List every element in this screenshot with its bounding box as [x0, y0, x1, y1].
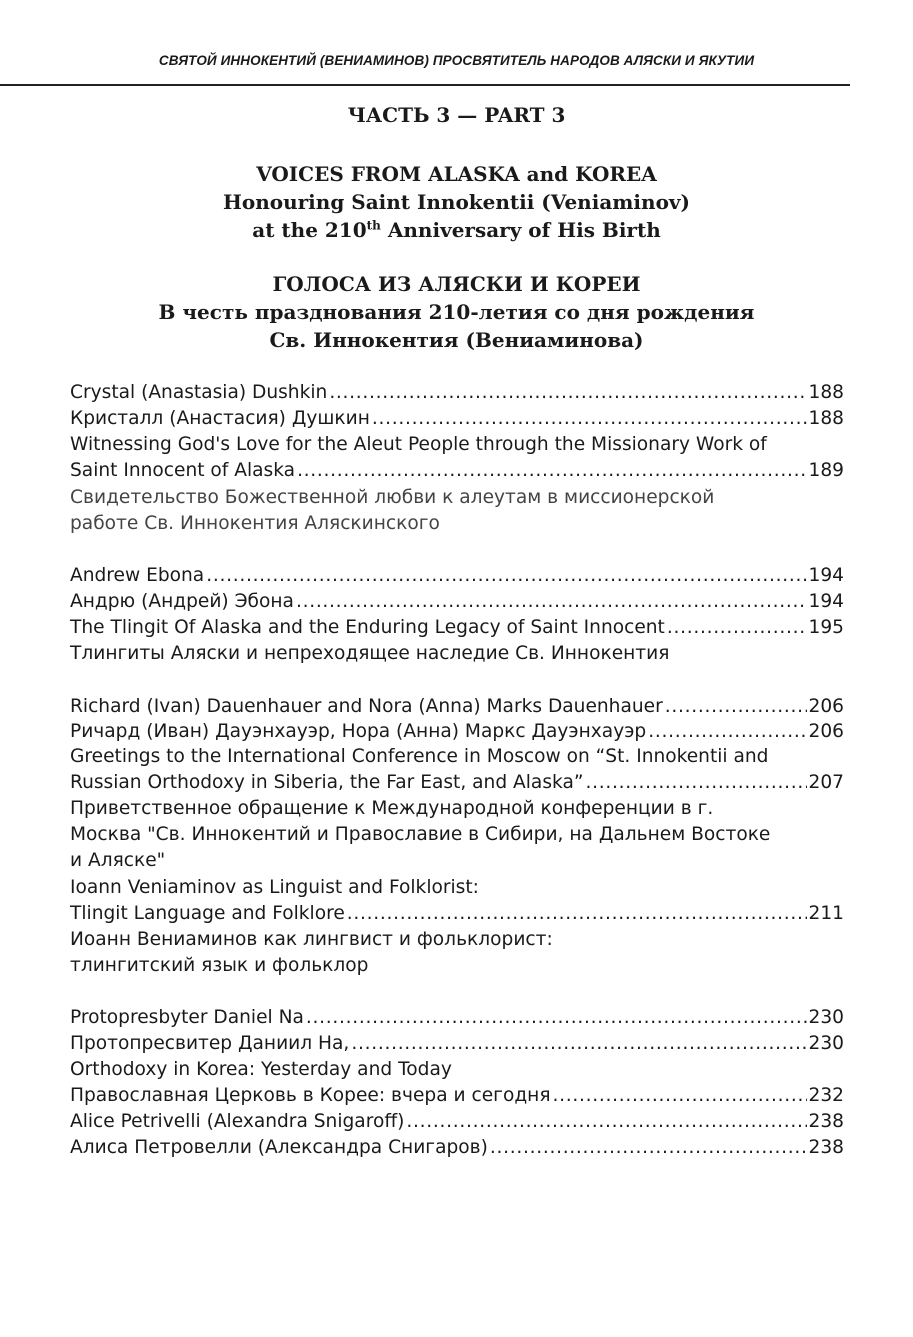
toc-entry-text: Тлингиты Аляски и непреходящее наследие Св. Иннокентия: [70, 643, 670, 664]
toc-entry: [70, 1137, 844, 1163]
toc-page-number: 189: [808, 460, 844, 481]
title-en-line-3-post: Anniversary of His Birth: [380, 218, 661, 242]
toc-leader-dots: [372, 408, 807, 429]
toc-entry-text: Протопресвитер Даниил На,: [70, 1033, 350, 1054]
toc-entry: [70, 824, 844, 850]
title-en-line-3: [0, 216, 913, 244]
toc-page-number: 232: [808, 1085, 844, 1106]
toc-entry-text: Кристалл (Анастасия) Душкин: [70, 408, 370, 429]
toc-leader-dots: [306, 1007, 807, 1028]
toc-leader-dots: [206, 565, 806, 586]
toc-entry-text: Orthodoxy in Korea: Yesterday and Today: [70, 1059, 452, 1080]
title-ru-line-1: ГОЛОСА ИЗ АЛЯСКИ И КОРЕИ: [272, 272, 641, 296]
toc-leader-dots: [553, 1085, 807, 1106]
toc-entry-text: Tlingit Language and Folklore: [70, 903, 345, 924]
toc-entry: [70, 591, 844, 617]
toc-entry-text: Andrew Ebona: [70, 565, 205, 586]
toc-entry: [70, 772, 844, 798]
toc-page-number: 230: [808, 1007, 844, 1028]
toc-leader-dots: [665, 696, 807, 717]
toc-leader-dots: [297, 460, 806, 481]
toc-entry: [70, 617, 844, 643]
toc-entry: [70, 798, 844, 824]
toc-leader-dots: [648, 721, 806, 742]
toc-entry-text: и Аляске": [70, 850, 166, 871]
toc-entry: [70, 513, 844, 539]
toc-entry-text: Алиса Петровелли (Александра Снигаров): [70, 1137, 488, 1158]
toc-entry: [70, 1085, 844, 1111]
toc-page-number: 230: [808, 1033, 844, 1054]
toc-leader-dots: [351, 1033, 806, 1054]
toc-leader-dots: [329, 382, 806, 403]
toc-page-number: 195: [808, 617, 844, 638]
toc-leader-dots: [347, 903, 807, 924]
toc-entry-text: Saint Innocent of Alaska: [70, 460, 296, 481]
toc-entry: [70, 721, 844, 747]
toc-page-number: 188: [808, 408, 844, 429]
toc-entry: [70, 565, 844, 591]
toc-page-number: 194: [808, 565, 844, 586]
running-header: [0, 52, 913, 70]
toc-page-number: 211: [808, 903, 844, 924]
toc-entry: [70, 1111, 844, 1137]
toc-entry-text: Witnessing God's Love for the Aleut People through the Missionary Work of: [70, 434, 767, 455]
toc-entry-text: Ричард (Иван) Дауэнхауэр, Нора (Анна) Маркс Дауэнхауэр: [70, 721, 647, 742]
toc-leader-dots: [585, 772, 806, 793]
toc-entry-text: тлингитский язык и фольклор: [70, 955, 369, 976]
toc-entry-text: Crystal (Anastasia) Dushkin: [70, 382, 328, 403]
toc-entry: [70, 408, 844, 434]
toc-entry-text: Greetings to the International Conference in Moscow on “St. Innokentii and: [70, 746, 769, 767]
title-ru-line-3: Св. Иннокентия (Вениаминова): [269, 328, 644, 352]
toc-page-number: 194: [808, 591, 844, 612]
toc-page-number: 188: [808, 382, 844, 403]
toc-entry: [70, 877, 844, 903]
toc-entry: [70, 382, 844, 408]
toc-leader-dots: [667, 617, 807, 638]
toc-entry-text: Приветственное обращение к Международной конференции в г.: [70, 798, 714, 819]
toc-entry-text: Иоанн Вениаминов как лингвист и фольклорист:: [70, 929, 553, 950]
toc-page-number: 238: [808, 1137, 844, 1158]
title-en-line-2: Honouring Saint Innokentii (Veniaminov): [222, 190, 690, 214]
part-heading: ЧАСТЬ 3 — PART 3: [347, 103, 566, 127]
toc-entry: [70, 746, 844, 772]
toc-entry-text: Андрю (Андрей) Эбона: [70, 591, 294, 612]
toc-entry-text: Свидетельство Божественной любви к алеутам в миссионерской: [70, 487, 715, 508]
toc-entry: [70, 1033, 844, 1059]
toc-entry-text: Ioann Veniaminov as Linguist and Folklorist:: [70, 877, 479, 898]
toc-entry: [70, 460, 844, 486]
toc-entry-text: Richard (Ivan) Dauenhauer and Nora (Anna) Marks Dauenhauer: [70, 696, 663, 717]
title-en-line-3-pre: at the 210: [252, 218, 367, 242]
toc-entry: [70, 434, 844, 460]
toc-entry-text: The Tlingit Of Alaska and the Enduring Legacy of Saint Innocent: [70, 617, 665, 638]
title-english: [0, 160, 913, 244]
toc-entry-text: Православная Церковь в Корее: вчера и сегодня: [70, 1085, 551, 1106]
toc-entry: [70, 487, 844, 513]
toc-entry-text: Alice Petrivelli (Alexandra Snigaroff): [70, 1111, 405, 1132]
toc-entry-text: работе Св. Иннокентия Аляскинского: [70, 513, 440, 534]
toc-entry-text: Russian Orthodoxy in Siberia, the Far East, and Alaska”: [70, 772, 584, 793]
title-en-line-1: VOICES FROM ALASKA and KOREA: [256, 162, 657, 186]
toc-entry: [70, 1007, 844, 1033]
header-rule: [0, 84, 850, 86]
toc-page-number: 206: [808, 696, 844, 717]
title-en-line-3-sup: th: [366, 218, 381, 233]
title-russian: [0, 270, 913, 354]
toc-entry: [70, 955, 844, 981]
toc-entry-text: Protopresbyter Daniel Na: [70, 1007, 304, 1028]
toc-entry: [70, 643, 844, 669]
toc-entry-text: Москва "Св. Иннокентий и Православие в Сибири, на Дальнем Востоке: [70, 824, 771, 845]
running-header-text: СВЯТОЙ ИННОКЕНТИЙ (ВЕНИАМИНОВ) ПРОСВЯТИТЕЛЬ НАРОДОВ АЛЯСКИ И ЯКУТИИ: [158, 53, 755, 68]
title-ru-line-2: В честь празднования 210-летия со дня рождения: [158, 300, 755, 324]
toc-entry: [70, 1059, 844, 1085]
toc-leader-dots: [406, 1111, 806, 1132]
toc-leader-dots: [296, 591, 807, 612]
toc-entry: [70, 903, 844, 929]
toc-page-number: 206: [808, 721, 844, 742]
toc-page-number: 207: [808, 772, 844, 793]
toc-page-number: 238: [808, 1111, 844, 1132]
toc-leader-dots: [490, 1137, 807, 1158]
toc-entry: [70, 850, 844, 876]
toc-entry: [70, 696, 844, 722]
toc-entry: [70, 929, 844, 955]
